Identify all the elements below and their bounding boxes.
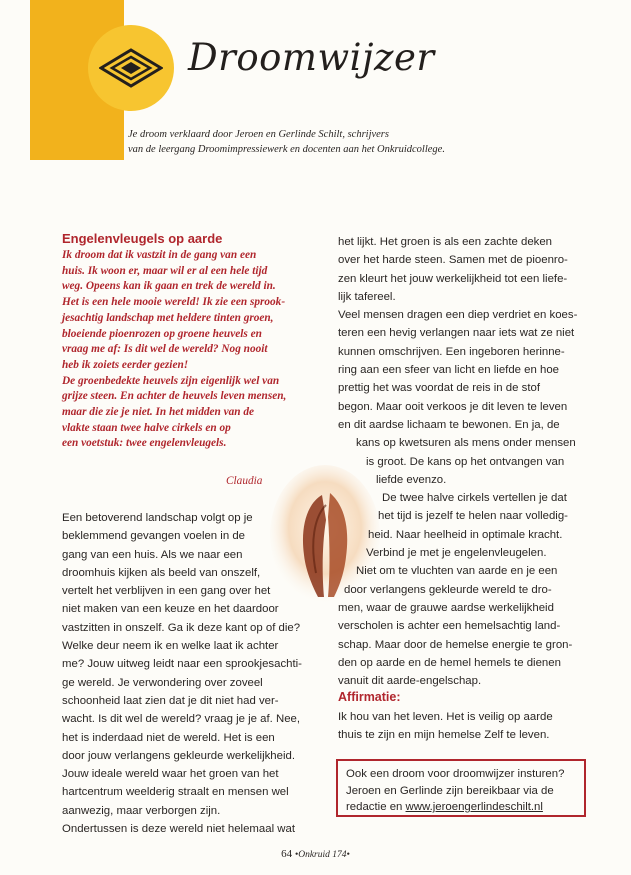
affirmation-line: Ik hou van het leven. Het is veilig op aarde — [338, 711, 553, 723]
dream-line: bloeiende pioenrozen op groene heuvels en — [62, 327, 262, 340]
body-line: De twee halve cirkels vertellen je dat — [382, 492, 567, 505]
contact-line — [346, 799, 584, 816]
dream-author: Claudia — [226, 475, 263, 487]
dream-line: Ik droom dat ik vastzit in de gang van een — [62, 249, 257, 261]
body-line: door jouw verlangens gekleurde werkelijkheid. — [62, 749, 296, 762]
magazine-name: •Onkruid 174• — [294, 850, 350, 860]
body-line: aanwezig, maar verborgen zijn. — [62, 804, 221, 817]
dream-line: weg. Opeens kan ik gaan en trek de wereld in. — [62, 280, 276, 293]
dream-line: een voetstuk: twee engelenvleugels. — [62, 437, 227, 450]
body-line: ring aan een sfeer van licht en liefde en hoe — [338, 364, 560, 377]
page-number: 64 — [281, 848, 293, 860]
body-line: men, waar de grauwe aardse werkelijkheid — [338, 601, 554, 614]
left-body-text — [62, 509, 302, 838]
dream-line: vraag me af: Is dit wel de wereld? Nog nooit — [62, 343, 268, 356]
body-line: droomhuis kijken als beeld van onszelf, — [62, 566, 261, 579]
dream-line: maar die zie je niet. In het midden van de — [62, 406, 255, 419]
body-line: begon. Maar ooit verkoos je dit leven te leven — [338, 400, 568, 413]
body-line: Veel mensen dragen een diep verdriet en koes- — [338, 309, 578, 322]
diamond-eye-icon — [88, 25, 174, 111]
body-line: Niet om te vluchten van aarde en je een — [356, 565, 558, 578]
body-line: vertelt het verblijven in een gang over het — [62, 585, 271, 598]
body-line: het is inderdaad niet de wereld. Het is een — [62, 731, 275, 744]
dream-line: heb ik zoiets eerder gezien! — [62, 358, 189, 371]
body-line: liefde evenzo. — [376, 473, 447, 486]
body-line: me? Jouw uitweg leidt naar een sprookjesachti- — [62, 658, 302, 671]
body-line: gang van een huis. Als we naar een — [62, 548, 243, 561]
body-line: kunnen omschrijven. Een ingeboren herinne- — [338, 345, 565, 358]
contact-box — [336, 759, 586, 817]
body-line: zen kleurt het jouw werkelijkheid tot een liefe- — [338, 272, 568, 285]
body-line: vastzitten in onszelf. Ga ik deze kant op of die? — [62, 621, 301, 634]
subtitle-line: Je droom verklaard door Jeroen en Gerlinde Schilt, schrijvers — [128, 129, 389, 140]
contact-line: Jeroen en Gerlinde zijn bereikbaar via de — [346, 784, 554, 797]
body-line: schoonheid laat zien dat je dit niet had ver- — [62, 694, 279, 707]
body-line: het lijkt. Het groen is als een zachte deken — [338, 236, 553, 248]
body-line: verscholen is achter een hemelsachtig land- — [338, 620, 561, 633]
body-line: door verlangens gekleurde wereld te dro- — [344, 583, 552, 596]
body-line: lijk tafereel. — [338, 290, 396, 303]
body-line: prettig het was voordat de reis in de stof — [338, 382, 540, 395]
right-body-text — [338, 233, 598, 690]
body-line: Verbind je met je engelenvleugelen. — [366, 547, 547, 560]
body-line: beklemmend gevangen voelen in de — [62, 530, 246, 543]
subtitle-line: van de leergang Droomimpressiewerk en docenten aan het Onkruidcollege. — [128, 144, 445, 155]
body-line: hartcentrum weelderig straalt en mensen wel — [62, 786, 289, 799]
dream-line: huis. Ik woon er, maar wil er al een hele tijd — [62, 264, 268, 277]
body-line: Jouw ideale wereld waar het groen van het — [62, 768, 279, 781]
website-link[interactable]: www.jeroengerlindeschilt.nl — [405, 801, 543, 813]
dream-line: jesachtig landschap met heldere tinten groen, — [62, 311, 274, 324]
contact-prefix: redactie en — [346, 801, 406, 813]
dream-line: De groenbedekte heuvels zijn eigenlijk wel van — [62, 374, 280, 387]
body-line: over het harde steen. Samen met de pioenro- — [338, 254, 568, 267]
body-line: is groot. De kans op het ontvangen van — [366, 455, 565, 468]
dream-line: Het is een hele mooie wereld! Ik zie een sprook- — [62, 296, 286, 309]
dream-line: vlakte staan twee halve cirkels en op — [62, 421, 231, 434]
subtitle — [128, 127, 598, 157]
contact-line: Ook een droom voor droomwijzer insturen? — [346, 768, 565, 780]
page-footer — [0, 848, 631, 860]
body-line: ge wereld. Je verwondering over zoveel — [62, 676, 263, 689]
body-line: den op aarde en de hemel hemels te dienen — [338, 656, 561, 669]
body-line: heid. Naar heelheid in optimale kracht. — [368, 528, 563, 541]
dream-line: grijze steen. En achter de heuvels leven mensen, — [62, 390, 287, 403]
body-line: Een betoverend landschap volgt op je — [62, 512, 253, 524]
body-line: vanuit dit aarde-engelschap. — [338, 675, 482, 688]
dream-title: Engelenvleugels op aarde — [62, 231, 223, 246]
affirmation-title: Affirmatie: — [338, 690, 401, 704]
body-line: kans op kwetsuren als mens onder mensen — [356, 437, 576, 450]
body-line: niet maken van een keuze en het daardoor — [62, 603, 279, 616]
body-line: en dit aardse lichaam te bewonen. En ja, de — [338, 418, 560, 431]
body-line: Welke deur neem ik en welke laat ik achter — [62, 640, 279, 653]
body-line: teren een hevig verlangen naar iets wat ze niet — [338, 327, 575, 340]
body-line: wacht. Is dit wel de wereld? vraag je je af. Nee, — [62, 713, 301, 726]
affirmation-text — [338, 708, 553, 745]
dream-section — [62, 231, 328, 452]
dream-text — [62, 248, 328, 452]
body-line: het tijd is jezelf te helen naar volledig- — [378, 510, 568, 523]
body-line: Ondertussen is deze wereld niet helemaal wat — [62, 823, 296, 836]
body-line: schap. Maar door de hemelse energie te gron- — [338, 638, 573, 651]
affirmation-line: thuis te zijn en mijn hemelse Zelf te leven. — [338, 729, 550, 742]
page-title: Droomwijzer — [188, 36, 435, 79]
